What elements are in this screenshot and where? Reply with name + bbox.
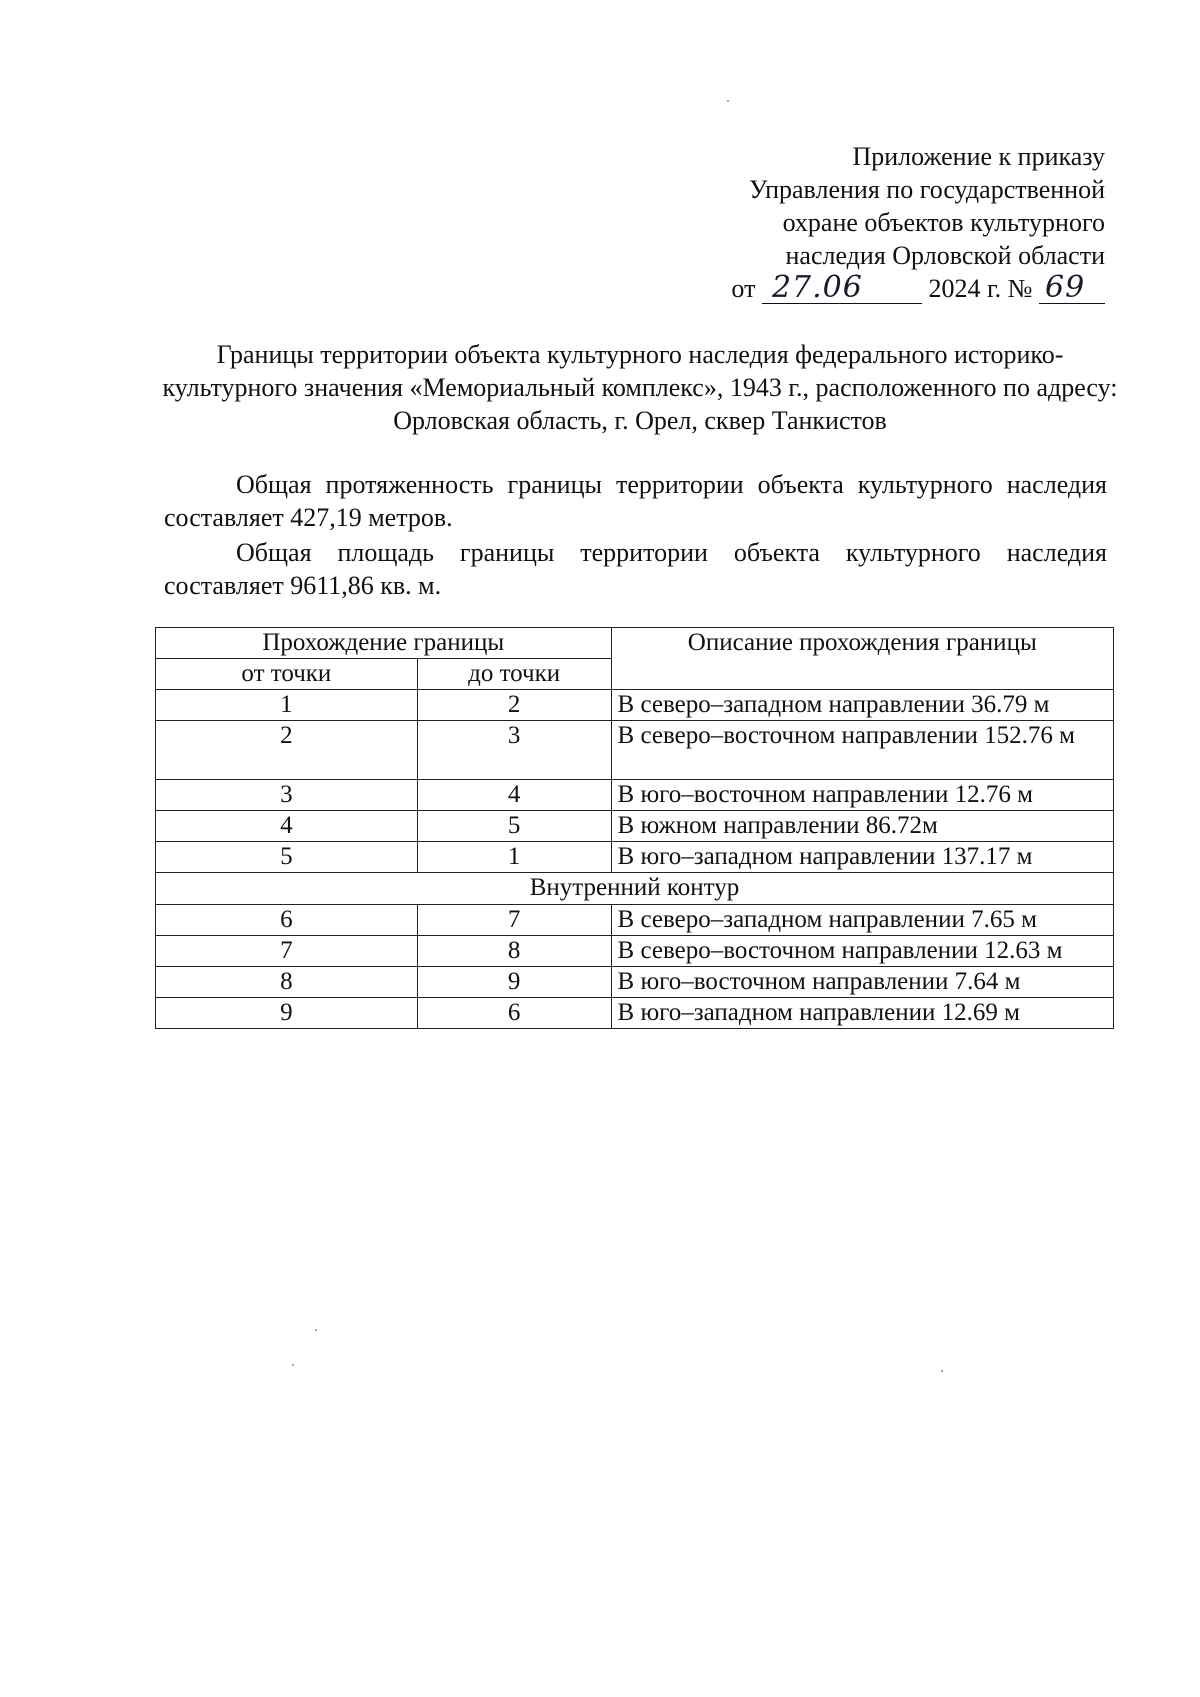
to-point-cell: 8 <box>417 936 611 967</box>
scan-speck <box>941 1370 943 1372</box>
from-point-cell: 1 <box>156 690 418 721</box>
description-cell: В северо–восточном направлении 12.63 м <box>611 936 1113 967</box>
handwritten-date: 27.06 <box>762 273 922 304</box>
header-from-point: от точки <box>156 659 418 690</box>
description-cell: В юго–восточном направлении 12.76 м <box>611 780 1113 811</box>
table-row <box>156 936 1114 967</box>
description-cell: В северо–западном направлении 7.65 м <box>611 905 1113 936</box>
header-description: Описание прохождения границы <box>611 628 1113 690</box>
table-row <box>156 998 1114 1029</box>
inner-contour-row <box>156 873 1114 905</box>
scan-speck <box>727 100 729 102</box>
description-cell: В северо–восточном направлении 152.76 м <box>611 721 1113 780</box>
table-row <box>156 721 1114 780</box>
description-cell: В юго–западном направлении 137.17 м <box>611 842 1113 873</box>
to-point-cell: 6 <box>417 998 611 1029</box>
description-cell: В юго–восточном направлении 7.64 м <box>611 967 1113 998</box>
description-cell: В южном направлении 86.72м <box>611 811 1113 842</box>
scan-speck <box>292 1364 294 1366</box>
from-point-cell: 3 <box>156 780 418 811</box>
table-row <box>156 842 1114 873</box>
table-header-row <box>156 628 1114 659</box>
to-point-cell: 2 <box>417 690 611 721</box>
to-point-cell: 3 <box>417 721 611 780</box>
from-point-cell: 5 <box>156 842 418 873</box>
table-row <box>156 690 1114 721</box>
to-point-cell: 5 <box>417 811 611 842</box>
from-point-cell: 9 <box>156 998 418 1029</box>
description-cell: В северо–западном направлении 36.79 м <box>611 690 1113 721</box>
from-point-cell: 6 <box>156 905 418 936</box>
annex-line-3: охране объектов культурного <box>782 208 1105 237</box>
from-point-cell: 2 <box>156 721 418 780</box>
annex-header <box>545 140 1105 305</box>
year-number-label: 2024 г. № <box>928 274 1033 303</box>
to-point-cell: 7 <box>417 905 611 936</box>
from-point-cell: 8 <box>156 967 418 998</box>
from-point-cell: 4 <box>156 811 418 842</box>
description-cell: В юго–западном направлении 12.69 м <box>611 998 1113 1029</box>
boundary-table <box>155 627 1114 1029</box>
table-row <box>156 780 1114 811</box>
to-point-cell: 4 <box>417 780 611 811</box>
table-row <box>156 967 1114 998</box>
to-point-cell: 1 <box>417 842 611 873</box>
handwritten-order-number: 69 <box>1039 273 1105 304</box>
total-area-paragraph: Общая площадь границы территории объекта культурного наследия составляет 9611,86 кв. м. <box>164 538 1107 600</box>
header-boundary-passage: Прохождение границы <box>156 628 612 659</box>
annex-line-1: Приложение к приказу <box>852 142 1105 171</box>
document-title: Границы территории объекта культурного наследия федерального историко-культурного значения «Мемориальный комплекс», 1943 г., расположенного по адресу: Орловская область, г. Орел, сквер Танкистов <box>162 340 1118 435</box>
table-row <box>156 905 1114 936</box>
from-point-cell: 7 <box>156 936 418 967</box>
annex-line-2: Управления по государственной <box>748 175 1105 204</box>
inner-contour-label: Внутренний контур <box>156 873 1114 905</box>
table-row <box>156 811 1114 842</box>
total-length-paragraph: Общая протяженность границы территории объекта культурного наследия составляет 427,19 метров. <box>164 470 1107 532</box>
date-prefix: от <box>731 274 756 303</box>
header-to-point: до точки <box>417 659 611 690</box>
to-point-cell: 9 <box>417 967 611 998</box>
scan-speck <box>315 1329 317 1331</box>
order-date-line <box>545 272 1105 305</box>
annex-line-4: наследия Орловской области <box>785 241 1105 270</box>
